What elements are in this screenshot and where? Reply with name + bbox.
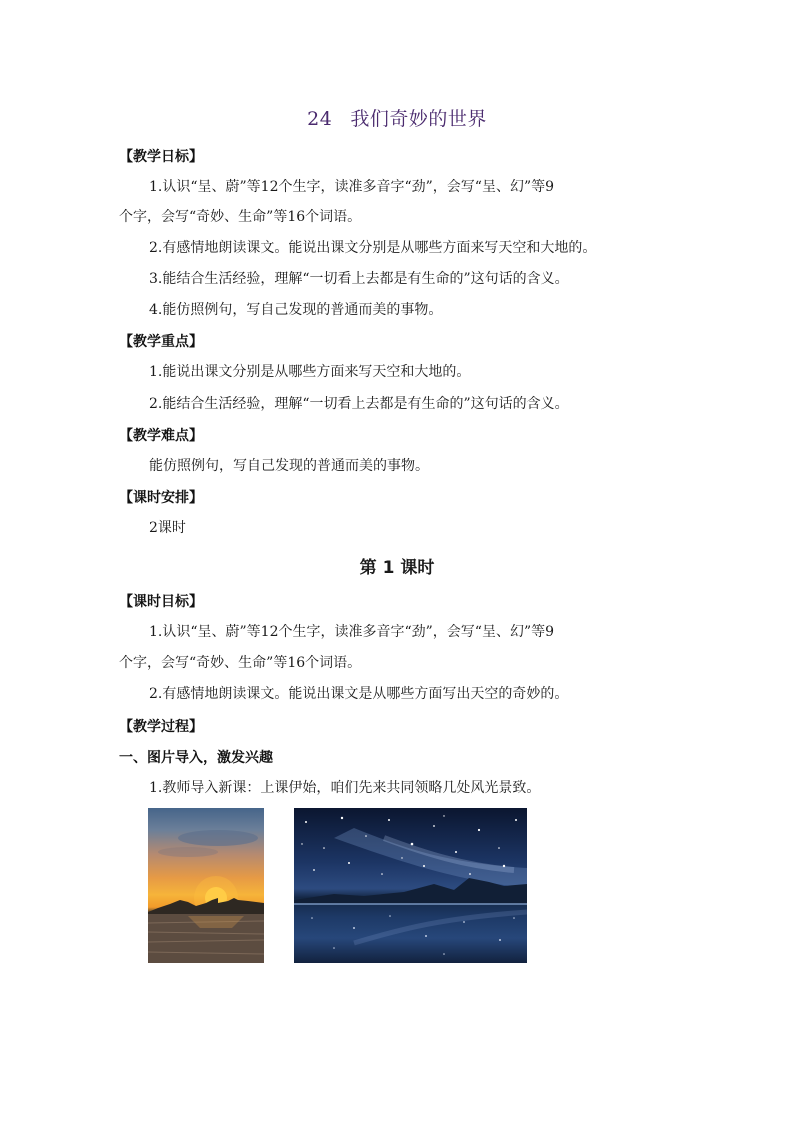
schedule-heading: 【课时安排】 (119, 490, 203, 506)
step-1-item-1: 1.教师导入新课：上课伊始，咱们先来共同领略几处风光景致。 (149, 780, 541, 796)
key-points-heading: 【教学重点】 (119, 334, 203, 350)
teaching-process-heading: 【教学过程】 (119, 719, 203, 735)
teaching-goals-heading: 【教学日标】 (119, 149, 203, 165)
step-1-heading: 一、图片导入，激发兴趣 (119, 750, 273, 766)
sunset-illustration (148, 808, 264, 963)
schedule-text: 2课时 (149, 520, 186, 536)
goal-item-1-line-2: 个字，会写“奇妙、生命”等16个词语。 (119, 209, 362, 225)
lesson-goal-2: 2.有感情地朗读课文。能说出课文是从哪些方面写出天空的奇妙的。 (149, 686, 569, 702)
starry-sky-illustration (294, 808, 527, 963)
lesson-title (0, 104, 794, 131)
goal-item-2: 2.有感情地朗读课文。能说出课文分别是从哪些方面来写天空和大地的。 (149, 240, 597, 256)
lesson-title-text: 我们奇妙的世界 (350, 108, 487, 130)
lesson-goal-1-line-1: 1.认识“呈、蔚”等12个生字，读准多音字“劲”，会写“呈、幻”等9 (149, 624, 555, 640)
sunset-photo (148, 808, 264, 963)
key-point-1: 1.能说出课文分别是从哪些方面来写天空和大地的。 (149, 364, 471, 380)
difficulty-text: 能仿照例句，写自己发现的普通而美的事物。 (149, 458, 429, 474)
lesson-number: 24 (307, 108, 333, 130)
goal-item-1-line-1: 1.认识“呈、蔚”等12个生字，读准多音字“劲”，会写“呈、幻”等9 (149, 179, 555, 195)
difficulties-heading: 【教学难点】 (119, 428, 203, 444)
lesson-goal-1-line-2: 个字，会写“奇妙、生命”等16个词语。 (119, 655, 362, 671)
goal-item-3: 3.能结合生活经验，理解“一切看上去都是有生命的”这句话的含义。 (149, 271, 569, 287)
goal-item-4: 4.能仿照例句，写自己发现的普通而美的事物。 (149, 302, 443, 318)
key-point-2: 2.能结合生活经验，理解“一切看上去都是有生命的”这句话的含义。 (149, 396, 569, 412)
lesson-goals-heading: 【课时目标】 (119, 594, 203, 610)
lesson-1-heading: 第 1 课时 (359, 558, 435, 578)
starry-sky-photo (294, 808, 527, 963)
